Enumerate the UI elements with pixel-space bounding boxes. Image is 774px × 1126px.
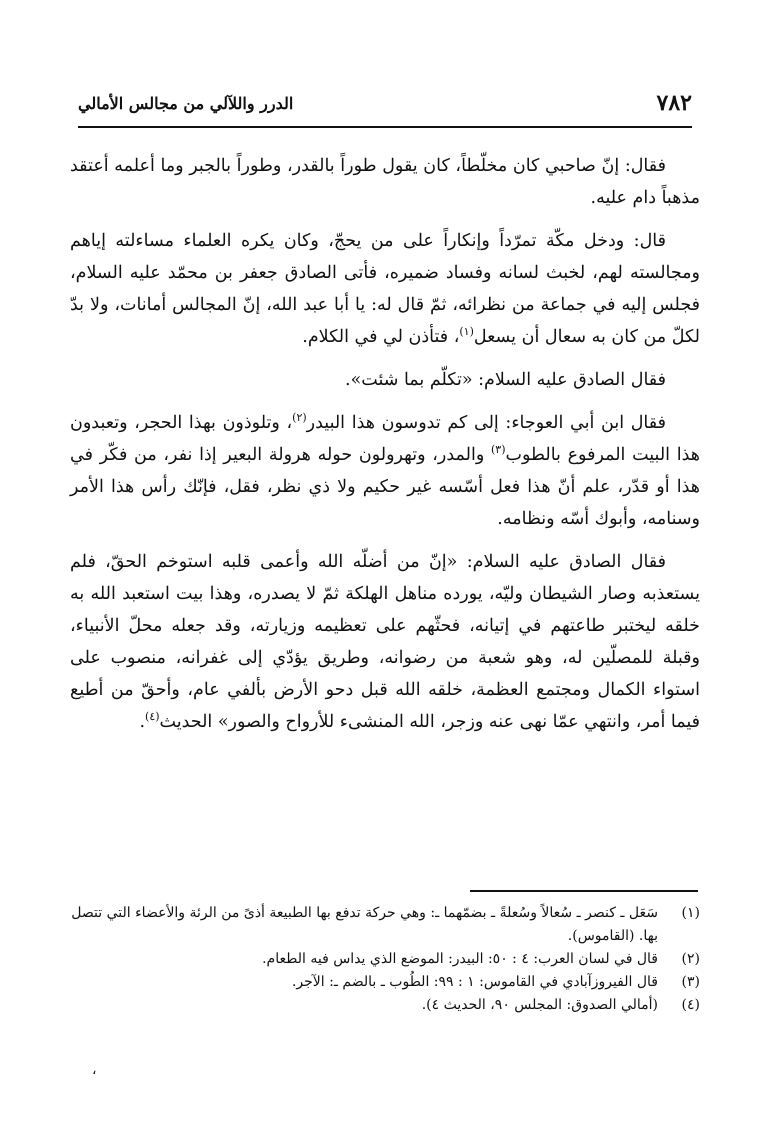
main-text bbox=[70, 150, 700, 749]
footnote-text: قال في لسان العرب: ٤ : ٥٠: البيدر: الموضع الذي يداس فيه الطعام. bbox=[262, 951, 658, 967]
paragraph-3: فقال الصادق عليه السلام: «تكلّم بما شئت». bbox=[345, 370, 666, 390]
footnote-1 bbox=[70, 902, 700, 948]
footnote-4 bbox=[70, 994, 700, 1017]
footnote-ref-3[interactable]: (٣) bbox=[490, 443, 506, 457]
footnote-number: (٤) bbox=[681, 997, 700, 1013]
footnote-separator bbox=[470, 890, 698, 892]
paragraph-1: فقال: إنّ صاحبي كان مخلّطاً، كان يقول طوراً بالقدر، وطوراً بالجبر وما أعلمه أعتقد مذهباً دام عليه. bbox=[70, 156, 700, 208]
footnote-ref-2[interactable]: (٢) bbox=[292, 411, 307, 425]
footnote-text: سَعَل ـ كنصر ـ سُعالاً وسُعلةً ـ بضمّهما ـ: وهي حركة تدفع بها الطبيعة أذىً من الرئة والأعضاء التي تتصل بها. (القاموس). bbox=[71, 905, 658, 944]
footnote-text: (أمالي الصدوق: المجلس ٩٠، الحديث ٤). bbox=[421, 997, 658, 1013]
paragraph-2: قال: ودخل مكّة تمرّداً وإنكاراً على من يحجّ، وكان يكره العلماء مساءلته إياهم ومجالسته لهم، لخبث لسانه وفساد ضميره، فأتى الصادق جعفر بن محمّد عليه السلام، فجلس إليه في جماعة من نظرائه، ثمّ قال له: يا أبا عبد الله، إنّ المجالس أمانات، ولا بدّ لكلّ من كان به سعال أن يسعل$^{(١)}$، فتأذن لي في الكلام. bbox=[70, 231, 700, 347]
footnote-number: (١) bbox=[681, 905, 700, 921]
page-number: ٧٨٢ bbox=[656, 90, 692, 116]
stray-mark: ، bbox=[92, 1062, 97, 1078]
footnote-text: قال الفيروزآبادي في القاموس: ١ : ٩٩: الطُوب ـ بالضم ـ: الآجر. bbox=[291, 974, 658, 990]
footnote-number: (٢) bbox=[681, 951, 700, 967]
footnote-ref-4[interactable]: (٤) bbox=[145, 710, 160, 724]
footnote-2 bbox=[70, 948, 700, 971]
footnote-3 bbox=[70, 971, 700, 994]
paragraph-5: فقال الصادق عليه السلام: «إنّ من أضلّه الله وأعمى قلبه استوخم الحقّ، فلم يستعذبه وصار الشيطان وليّه، يورده مناهل الهلكة ثمّ لا يصدره، وهذا بيت استعبد الله به خلقه ليختبر طاعتهم في إتيانه، فحثّهم على تعظيمه وزيارته، وقد جعله محلّ الأنبياء، وقبلة للمصلّين له، وهو شعبة من رضوانه، وطريق يؤدّي إلى غفرانه، منصوب على استواء الكمال ومجتمع العظمة، خلقه الله قبل دحو الأرض بألفي عام، وأحقّ من أطيع فيما أمر، وانتهي عمّا نهى عنه وزجر، الله المنشىء للأرواح والصور» الحديث$^{(٤)}$. bbox=[70, 552, 700, 732]
page-header bbox=[78, 88, 692, 128]
paragraph-4: فقال ابن أبي العوجاء: إلى كم تدوسون هذا البيدر$^{(٢)}$، وتلوذون بهذا الحجر، وتعبدون هذا البيت المرفوع بالطوب$^{(٣)}$ والمدر، وتهرولون حوله هرولة البعير إذا نفر، من فكّر في هذا أو قدّر، علم أنّ هذا فعل أسّسه غير حكيم ولا ذي نظر، فقل، فإنّك رأس هذا الأمر وسنامه، وأبوك أسّه ونظامه. bbox=[70, 411, 700, 529]
footnotes bbox=[70, 902, 700, 1017]
footnote-number: (٣) bbox=[681, 974, 700, 990]
footnote-ref-1[interactable]: (١) bbox=[459, 325, 474, 339]
running-title: الدرر واللآلي من مجالس الأمالي bbox=[78, 94, 294, 113]
